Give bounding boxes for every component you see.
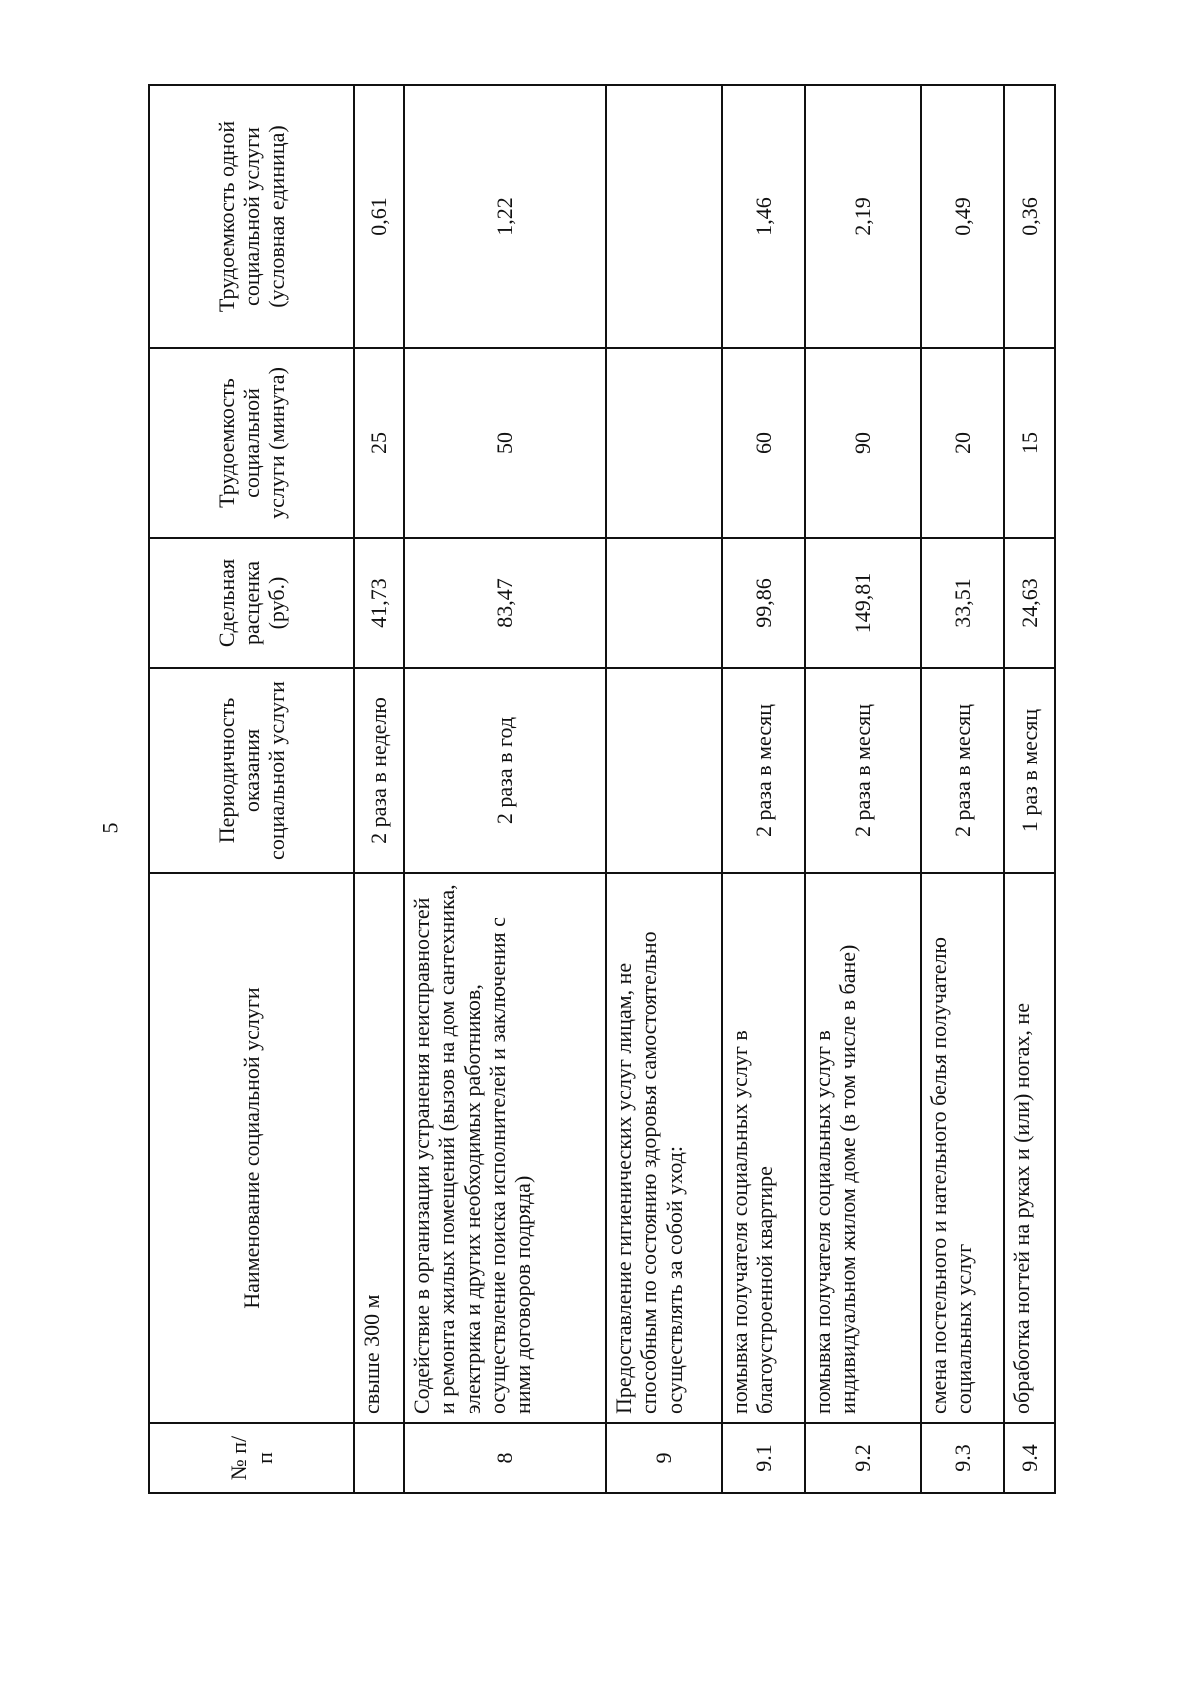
table-header-row (149, 85, 354, 1493)
cell-rate: 149,81 (805, 538, 921, 668)
cell-minutes: 15 (1004, 348, 1055, 538)
header-labor-unit: Трудоемкость одной социальной услуги (условная единица) (149, 85, 354, 348)
cell-name: Предоставление гигиенических услуг лицам, не способным по состоянию здоровья самостоятельно осуществлять за собой уход: (606, 873, 722, 1423)
cell-rate: 83,47 (404, 538, 606, 668)
services-table (148, 84, 1056, 1494)
cell-no: 9.2 (805, 1423, 921, 1493)
table-row (354, 85, 404, 1493)
cell-unit: 2,19 (805, 85, 921, 348)
cell-minutes: 20 (921, 348, 1004, 538)
cell-minutes: 25 (354, 348, 404, 538)
cell-unit (606, 85, 722, 348)
cell-periodicity: 2 раза в год (404, 668, 606, 873)
cell-name: Содействие в организации устранения неисправностей и ремонта жилых помещений (вызов на дом сантехника, электрика и других необходимых работников, осуществление поиска исполнителей и заключения с ними договоров подряда) (404, 873, 606, 1423)
cell-periodicity: 2 раза в месяц (722, 668, 805, 873)
cell-unit: 1,46 (722, 85, 805, 348)
cell-rate: 24,63 (1004, 538, 1055, 668)
cell-periodicity (606, 668, 722, 873)
cell-no (354, 1423, 404, 1493)
page-number: 5 (97, 822, 123, 834)
header-rate: Сдельная расценка (руб.) (149, 538, 354, 668)
cell-unit: 0,61 (354, 85, 404, 348)
table-row (921, 85, 1004, 1493)
cell-minutes (606, 348, 722, 538)
cell-periodicity: 2 раза в месяц (921, 668, 1004, 873)
cell-name: помывка получателя социальных услуг в индивидуальном жилом доме (в том числе в бане) (805, 873, 921, 1423)
cell-periodicity: 2 раза в месяц (805, 668, 921, 873)
cell-rate: 99,86 (722, 538, 805, 668)
cell-unit: 0,36 (1004, 85, 1055, 348)
cell-periodicity: 1 раз в месяц (1004, 668, 1055, 873)
cell-name: помывка получателя социальных услуг в благоустроенной квартире (722, 873, 805, 1423)
header-labor-minutes: Трудоемкость социальной услуги (минута) (149, 348, 354, 538)
table-row (805, 85, 921, 1493)
cell-minutes: 50 (404, 348, 606, 538)
cell-rate: 41,73 (354, 538, 404, 668)
cell-unit: 0,49 (921, 85, 1004, 348)
header-name: Наименование социальной услуги (149, 873, 354, 1423)
cell-no: 8 (404, 1423, 606, 1493)
cell-no: 9.4 (1004, 1423, 1055, 1493)
cell-name: смена постельного и нательного белья получателю социальных услуг (921, 873, 1004, 1423)
cell-minutes: 90 (805, 348, 921, 538)
cell-unit: 1,22 (404, 85, 606, 348)
cell-minutes: 60 (722, 348, 805, 538)
cell-name: свыше 300 м (354, 873, 404, 1423)
table-row (404, 85, 606, 1493)
table-row (722, 85, 805, 1493)
table-container (148, 86, 1054, 1494)
cell-no: 9.1 (722, 1423, 805, 1493)
cell-rate: 33,51 (921, 538, 1004, 668)
cell-no: 9.3 (921, 1423, 1004, 1493)
table-row (1004, 85, 1055, 1493)
cell-no: 9 (606, 1423, 722, 1493)
cell-periodicity: 2 раза в неделю (354, 668, 404, 873)
header-periodicity: Периодичность оказания социальной услуги (149, 668, 354, 873)
table-row (606, 85, 722, 1493)
cell-rate (606, 538, 722, 668)
header-no: № п/п (149, 1423, 354, 1493)
cell-name: обработка ногтей на руках и (или) ногах, не (1004, 873, 1055, 1423)
